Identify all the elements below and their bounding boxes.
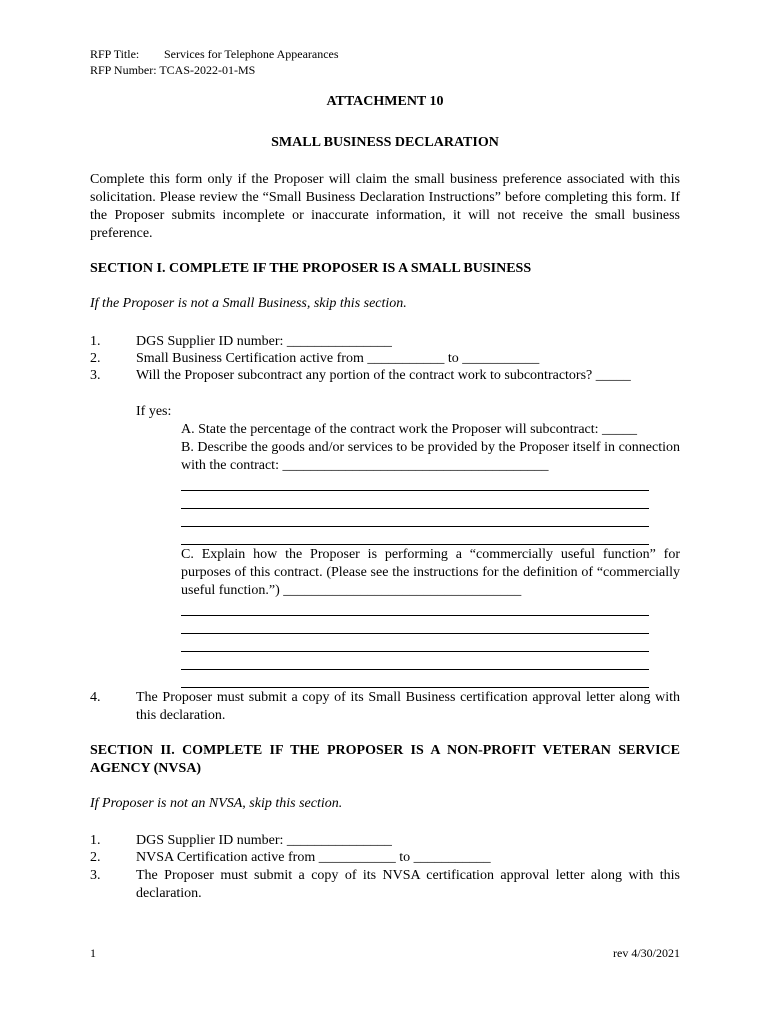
answer-line[interactable] (181, 669, 649, 670)
list-item (90, 849, 680, 867)
answer-line[interactable] (181, 490, 649, 491)
item-number: 1. (90, 833, 101, 848)
item-number: 2. (90, 850, 101, 865)
section-1-skip-note: If the Proposer is not a Small Business, skip this section. (90, 296, 407, 311)
commercially-useful-function-field[interactable]: C. Explain how the Proposer is performing a “commercially useful function” for purposes of this contract. (Please see the instructions for the definition of “commercially useful function.”) __________________________________ (181, 547, 680, 598)
list-item (90, 367, 680, 385)
section-2-skip-note: If Proposer is not an NVSA, skip this section. (90, 796, 343, 811)
subcontract-percentage-field[interactable]: A. State the percentage of the contract work the Proposer will subcontract: _____ (181, 422, 638, 437)
if-yes-label: If yes: (136, 404, 172, 419)
supplier-id-field[interactable]: DGS Supplier ID number: _______________ (136, 334, 392, 349)
revision-date: rev 4/30/2021 (613, 946, 680, 960)
answer-line[interactable] (181, 544, 649, 545)
list-item (90, 350, 680, 368)
item-number: 1. (90, 334, 101, 349)
section-1-heading: SECTION I. COMPLETE IF THE PROPOSER IS A SMALL BUSINESS (90, 261, 532, 276)
nvsa-letter-note: The Proposer must submit a copy of its NVSA certification approval letter along with this declaration. (136, 868, 680, 901)
certification-dates-field[interactable]: Small Business Certification active from ___________ to ___________ (136, 351, 540, 366)
answer-line[interactable] (181, 687, 649, 688)
item-number: 3. (90, 368, 101, 383)
rfp-title-label: RFP Title: (90, 47, 140, 61)
list-item (90, 689, 680, 725)
item-number: 3. (90, 868, 101, 883)
item-number: 2. (90, 351, 101, 366)
rfp-title-value: Services for Telephone Appearances (164, 47, 339, 61)
declaration-title: SMALL BUSINESS DECLARATION (271, 135, 499, 150)
list-item (90, 832, 680, 850)
rfp-number: RFP Number: TCAS-2022-01-MS (90, 63, 256, 77)
certification-letter-note: The Proposer must submit a copy of its Small Business certification approval letter along with this declaration. (136, 690, 680, 723)
intro-paragraph: Complete this form only if the Proposer will claim the small business preference associated with this solicitation. Please review the “Small Business Declaration Instructions” before completing this form. If the Proposer submits incomplete or inaccurate information, it will not receive the small business preference. (90, 172, 680, 241)
answer-line[interactable] (181, 508, 649, 509)
answer-line[interactable] (181, 651, 649, 652)
answer-line[interactable] (181, 633, 649, 634)
answer-line[interactable] (181, 526, 649, 527)
page-number: 1 (90, 946, 96, 960)
section-2-heading: SECTION II. COMPLETE IF THE PROPOSER IS A NON-PROFIT VETERAN SERVICE AGENCY (NVSA) (90, 743, 680, 776)
nvsa-certification-dates-field[interactable]: NVSA Certification active from ___________ to ___________ (136, 850, 491, 865)
attachment-title: ATTACHMENT 10 (326, 94, 444, 109)
goods-services-description-field[interactable]: B. Describe the goods and/or services to be provided by the Proposer itself in connection with the contract: ______________________________________ (181, 440, 680, 473)
list-item (90, 333, 680, 351)
list-item (90, 867, 680, 903)
nvsa-supplier-id-field[interactable]: DGS Supplier ID number: _______________ (136, 833, 392, 848)
item-number: 4. (90, 690, 101, 705)
answer-line[interactable] (181, 615, 649, 616)
subcontract-question-field[interactable]: Will the Proposer subcontract any portion of the contract work to subcontractors? _____ (136, 368, 631, 383)
rfp-title-line (90, 46, 339, 62)
